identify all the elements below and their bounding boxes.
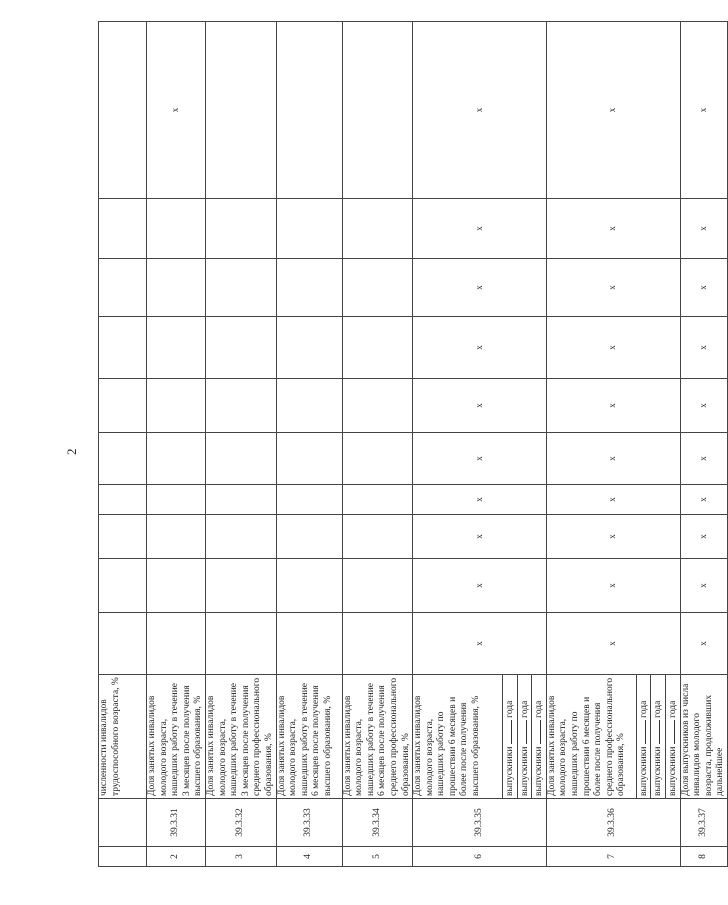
year-blank	[503, 720, 512, 744]
value-cell: x	[680, 559, 727, 613]
value-cell	[342, 199, 413, 259]
value-cell: x	[680, 485, 727, 515]
indicator-code: 39.3.36	[546, 799, 680, 847]
indicator-label: Доля занятых инвалидов молодого возраста, нашедших работу в течение 3 месяцев после получения среднего профессионального образования, %	[205, 675, 276, 799]
value-cell	[205, 259, 276, 317]
year-word: года	[638, 700, 649, 718]
value-cell: x	[546, 317, 680, 379]
year-blank	[518, 720, 527, 744]
value-cell	[99, 559, 147, 613]
year-word: года	[653, 700, 664, 718]
graduates-word: выпускники	[638, 746, 649, 796]
table-row	[680, 22, 727, 867]
graduates-year-label	[651, 675, 666, 799]
value-cell: x	[546, 259, 680, 317]
value-cell: x	[413, 433, 547, 485]
value-cell	[147, 515, 206, 559]
year-word: года	[519, 700, 530, 718]
value-cell	[276, 613, 342, 675]
value-cell	[147, 259, 206, 317]
value-cell: x	[680, 433, 727, 485]
value-cell	[147, 317, 206, 379]
year-blank	[532, 720, 541, 744]
value-cell: x	[413, 485, 547, 515]
value-cell: x	[413, 559, 547, 613]
indicator-code: 39.3.34	[342, 799, 413, 847]
indicator-label: Доля занятых инвалидов молодого возраста, нашедших работу в течение 3 месяцев после получения высшего образования, %	[147, 675, 206, 799]
rotated-table	[98, 22, 726, 867]
value-cell	[99, 433, 147, 485]
graduates-year-label	[517, 675, 532, 799]
value-cell	[342, 559, 413, 613]
value-cell	[99, 613, 147, 675]
value-cell	[205, 22, 276, 199]
table-row	[342, 22, 413, 867]
year-word: года	[505, 700, 516, 718]
value-cell	[276, 379, 342, 433]
value-cell	[276, 199, 342, 259]
value-cell: x	[546, 433, 680, 485]
value-cell	[205, 433, 276, 485]
indicator-code: 39.3.32	[205, 799, 276, 847]
value-cell	[99, 199, 147, 259]
value-cell	[276, 259, 342, 317]
value-cell	[147, 433, 206, 485]
indicator-label: Доля занятых инвалидов молодого возраста, нашедших работу в течение 6 месяцев после получения высшего образования, %	[276, 675, 342, 799]
value-cell	[205, 485, 276, 515]
row-number: 5	[342, 847, 413, 867]
page-number: 2	[64, 448, 79, 455]
indicator-label: Доля занятых инвалидов молодого возраста, нашедших работу по прошествии 6 месяцев и более после получения среднего профессионального образования, %	[546, 675, 636, 799]
value-cell: x	[680, 515, 727, 559]
graduates-year-label	[503, 675, 518, 799]
value-cell: x	[680, 22, 727, 199]
value-cell: x	[546, 199, 680, 259]
indicator-code: 39.3.35	[413, 799, 547, 847]
graduates-word: выпускники	[505, 746, 516, 796]
graduates-word: выпускники	[653, 746, 664, 796]
value-cell	[342, 515, 413, 559]
value-cell	[342, 317, 413, 379]
table-row	[147, 22, 206, 867]
table-row	[205, 22, 276, 867]
row-number: 3	[205, 847, 276, 867]
value-cell: x	[680, 199, 727, 259]
indicator-table	[98, 21, 728, 867]
value-cell	[147, 485, 206, 515]
row-number: 4	[276, 847, 342, 867]
indicator-code: 39.3.37	[680, 799, 727, 847]
value-cell: x	[413, 22, 547, 199]
row-number: 8	[680, 847, 727, 867]
value-cell: x	[680, 259, 727, 317]
value-cell	[205, 515, 276, 559]
value-cell	[276, 317, 342, 379]
value-cell	[205, 379, 276, 433]
graduates-word: выпускники	[519, 746, 530, 796]
indicator-label: численности инвалидов трудоспособного возраста, %	[99, 675, 147, 799]
indicator-label: Доля выпускников из числа инвалидов молодого возраста, продолживших дальнейшее	[680, 675, 727, 799]
value-cell: x	[546, 515, 680, 559]
value-cell: x	[680, 613, 727, 675]
indicator-code: 39.3.31	[147, 799, 206, 847]
indicator-code	[99, 799, 147, 847]
value-cell	[342, 485, 413, 515]
value-cell: x	[546, 559, 680, 613]
year-blank	[637, 720, 646, 744]
graduates-word: выпускники	[534, 746, 545, 796]
table-body	[99, 22, 728, 867]
value-cell	[99, 515, 147, 559]
row-number	[99, 847, 147, 867]
year-blank	[666, 720, 675, 744]
row-number: 2	[147, 847, 206, 867]
value-cell: x	[147, 22, 206, 199]
row-number: 7	[546, 847, 680, 867]
value-cell	[276, 433, 342, 485]
value-cell: x	[680, 317, 727, 379]
value-cell	[147, 613, 206, 675]
table-row	[99, 22, 147, 867]
value-cell	[147, 559, 206, 613]
value-cell	[342, 22, 413, 199]
value-cell	[205, 317, 276, 379]
value-cell: x	[413, 317, 547, 379]
row-number: 6	[413, 847, 547, 867]
value-cell	[99, 485, 147, 515]
year-blank	[651, 720, 660, 744]
value-cell: x	[680, 379, 727, 433]
value-cell	[99, 379, 147, 433]
indicator-label: Доля занятых инвалидов молодого возраста, нашедших работу в течение 6 месяцев после получения среднего профессионального образования, %	[342, 675, 413, 799]
table-row	[276, 22, 342, 867]
value-cell	[276, 485, 342, 515]
value-cell	[205, 199, 276, 259]
value-cell	[342, 433, 413, 485]
value-cell: x	[546, 379, 680, 433]
graduates-year-label	[532, 675, 547, 799]
value-cell: x	[546, 22, 680, 199]
value-cell	[342, 613, 413, 675]
value-cell	[342, 259, 413, 317]
value-cell	[99, 317, 147, 379]
value-cell: x	[413, 259, 547, 317]
value-cell: x	[413, 515, 547, 559]
value-cell: x	[546, 613, 680, 675]
value-cell	[276, 22, 342, 199]
value-cell: x	[546, 485, 680, 515]
value-cell	[99, 22, 147, 199]
value-cell	[342, 379, 413, 433]
value-cell	[147, 199, 206, 259]
year-word: года	[668, 700, 679, 718]
year-word: года	[534, 700, 545, 718]
value-cell	[99, 259, 147, 317]
table-row	[546, 22, 636, 867]
graduates-year-label	[666, 675, 681, 799]
table-row	[413, 22, 503, 867]
value-cell: x	[413, 379, 547, 433]
value-cell	[276, 515, 342, 559]
value-cell	[205, 559, 276, 613]
graduates-word: выпускники	[668, 746, 679, 796]
value-cell: x	[413, 613, 547, 675]
indicator-code: 39.3.33	[276, 799, 342, 847]
graduates-year-label	[636, 675, 651, 799]
value-cell	[147, 379, 206, 433]
value-cell	[276, 559, 342, 613]
value-cell	[205, 613, 276, 675]
indicator-label: Доля занятых инвалидов молодого возраста, нашедших работу по прошествии 6 месяцев и более после получения высшего образования, %	[413, 675, 503, 799]
value-cell: x	[413, 199, 547, 259]
